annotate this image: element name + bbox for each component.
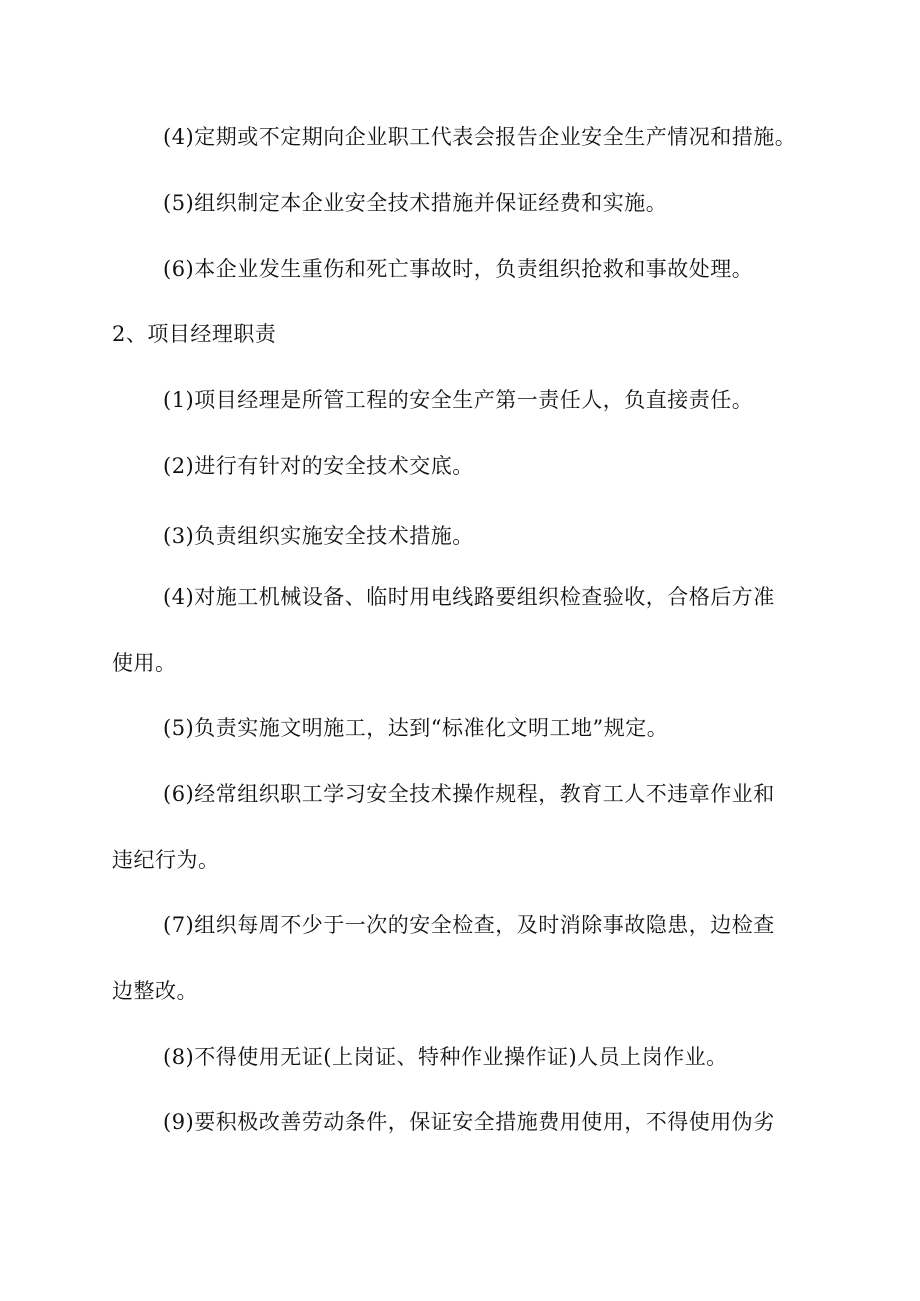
paragraph-line: (4)对施工机械设备、临时用电线路要组织检查验收，合格后方准: [163, 585, 775, 609]
paragraph-line-continuation: 边整改。: [112, 979, 198, 1003]
paragraph-line: (2)进行有针对的安全技术交底。: [163, 454, 474, 478]
paragraph-line: (1)项目经理是所管工程的安全生产第一责任人，负直接责任。: [163, 388, 754, 412]
paragraph-line: (3)负责组织实施安全技术措施。: [163, 524, 474, 548]
paragraph-line: (7)组织每周不少于一次的安全检查，及时消除事故隐患，边检查: [163, 913, 775, 937]
paragraph-line: (8)不得使用无证(上岗证、特种作业操作证)人员上岗作业。: [163, 1045, 728, 1069]
section-heading: 2、项目经理职责: [112, 322, 277, 346]
paragraph-line: (6)本企业发生重伤和死亡事故时，负责组织抢救和事故处理。: [163, 257, 754, 281]
paragraph-line: (6)经常组织职工学习安全技术操作规程，教育工人不违章作业和: [163, 782, 775, 806]
paragraph-line: (5)负责实施文明施工，达到“标准化文明工地”规定。: [163, 716, 669, 740]
paragraph-line: (5)组织制定本企业安全技术措施并保证经费和实施。: [163, 191, 668, 215]
paragraph-line-continuation: 使用。: [112, 651, 177, 675]
paragraph-line-continuation: 违纪行为。: [112, 848, 220, 872]
paragraph-line: (4)定期或不定期向企业职工代表会报告企业安全生产情况和措施。: [163, 125, 797, 149]
paragraph-line: (9)要积极改善劳动条件，保证安全措施费用使用，不得使用伪劣: [163, 1110, 775, 1134]
